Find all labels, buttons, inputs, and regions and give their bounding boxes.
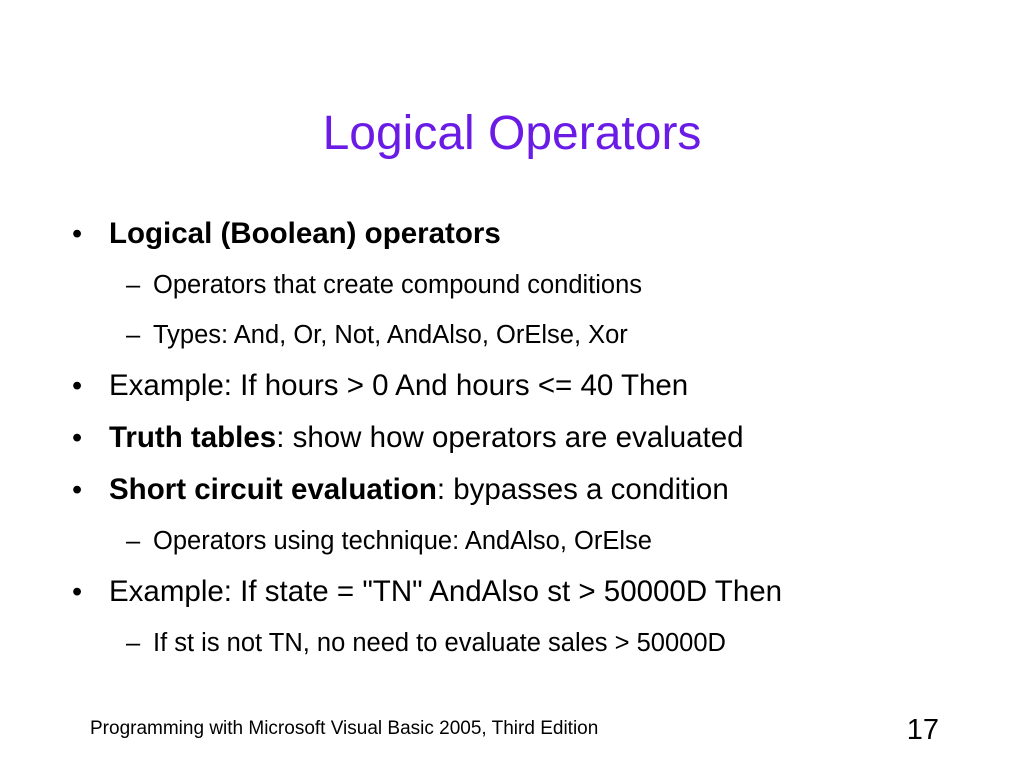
dash-marker: – [126,629,141,657]
bullet-item-example-state [66,566,986,618]
sub-bullet-text: Operators that create compound conditions [153,271,643,299]
dash-marker: – [126,321,141,349]
bullet-text: : show how operators are evaluated [276,421,744,454]
sub-bullet-item [66,310,986,360]
bullet-marker: • [72,474,83,506]
bullet-text: : bypasses a condition [436,473,729,506]
sub-bullet-text: Operators using technique: AndAlso, OrElse [153,527,652,555]
bullet-bold-text: Short circuit evaluation [109,473,437,506]
sub-bullet-text: Types: And, Or, Not, AndAlso, OrElse, Xor [153,321,628,349]
footer-text: Programming with Microsoft Visual Basic 2005, Third Edition [90,718,599,739]
dash-marker: – [126,527,141,555]
sub-bullet-item [66,516,986,566]
bullet-bold-text: Logical (Boolean) operators [109,217,501,250]
dash-marker: – [126,271,141,299]
bullet-marker: • [72,576,83,608]
slide-title: Logical Operators [322,107,702,160]
bullet-text: Example: If hours > 0 And hours <= 40 Then [109,369,689,402]
bullet-text: Example: If state = "TN" AndAlso st > 50000D Then [109,575,783,608]
sub-bullet-text: If st is not TN, no need to evaluate sales > 50000D [153,629,726,657]
bullet-marker: • [72,422,83,454]
bullet-list [66,208,986,668]
sub-bullet-item [66,618,986,668]
page-number: 17 [906,714,939,746]
bullet-bold-text: Truth tables [109,421,277,454]
bullet-item-example-hours [66,360,986,412]
bullet-item-truth-tables [66,412,986,464]
bullet-marker: • [72,218,83,250]
bullet-marker: • [72,370,83,402]
bullet-item-short-circuit [66,464,986,516]
sub-bullet-item [66,260,986,310]
bullet-item-logical-operators [66,208,986,260]
